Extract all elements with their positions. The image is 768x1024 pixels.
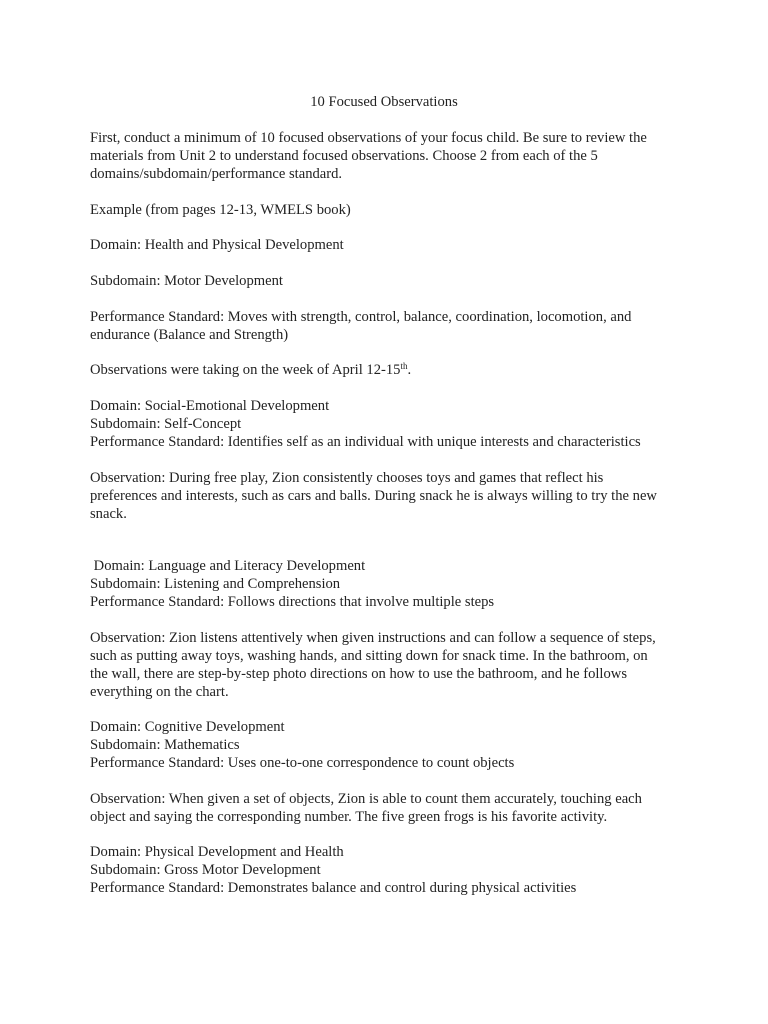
observation-week-text: Observations were taking on the week of April 12-15 — [90, 362, 401, 378]
block2-observation: Observation: Zion listens attentively when given instructions and can follow a sequence of steps, such as putting away toys, washing hands, and sitting down for snack time. In the bathroom, on the wall, there are step-by-step photo directions on how to use the bathroom, and he follows everything on the chart. — [90, 630, 656, 700]
block2-standard: Performance Standard: Follows directions that involve multiple steps — [90, 594, 495, 610]
block4-standard: Performance Standard: Demonstrates balance and control during physical activities — [90, 880, 577, 896]
intro-line: First, conduct a minimum of 10 focused observations of your focus child. Be sure to review the — [90, 130, 647, 146]
block1-observation: Observation: During free play, Zion consistently chooses toys and games that reflect his preferences and interests, such as cars and balls. During snack he is always willing to try the new snack. — [90, 470, 657, 522]
block4-domain: Domain: Physical Development and Health — [90, 844, 344, 860]
intro-line: materials from Unit 2 to understand focused observations. Choose 2 from each of the 5 — [90, 148, 598, 164]
block1-header — [90, 397, 690, 451]
block1-subdomain: Subdomain: Self-Concept — [90, 416, 242, 432]
block2-domain: Domain: Language and Literacy Development — [90, 558, 366, 574]
block1-domain: Domain: Social-Emotional Development — [90, 398, 330, 414]
document-title: 10 Focused Observations — [310, 94, 458, 110]
block4-header — [90, 843, 690, 897]
block3-standard: Performance Standard: Uses one-to-one correspondence to count objects — [90, 755, 515, 771]
observation-week — [90, 361, 690, 379]
block2-subdomain: Subdomain: Listening and Comprehension — [90, 576, 341, 592]
example-domain: Domain: Health and Physical Development — [90, 237, 344, 253]
example-standard: Performance Standard: Moves with strength, control, balance, coordination, locomotion, and endurance (Balance and Strength) — [90, 309, 632, 343]
block1-standard: Performance Standard: Identifies self as an individual with unique interests and characteristics — [90, 434, 641, 450]
block3-subdomain: Subdomain: Mathematics — [90, 737, 240, 753]
block2-header — [90, 557, 690, 611]
observation-week-suffix: . — [407, 362, 412, 378]
observation-week-sup: th — [400, 361, 408, 371]
block4-subdomain: Subdomain: Gross Motor Development — [90, 862, 321, 878]
block3-observation: Observation: When given a set of objects, Zion is able to count them accurately, touching each object and saying the corresponding number. The five green frogs is his favorite activity. — [90, 791, 642, 825]
example-line: Example (from pages 12-13, WMELS book) — [90, 202, 351, 218]
intro-paragraph — [90, 129, 690, 183]
example-subdomain: Subdomain: Motor Development — [90, 273, 283, 289]
block3-header — [90, 718, 690, 772]
intro-line: domains/subdomain/performance standard. — [90, 166, 343, 182]
block3-domain: Domain: Cognitive Development — [90, 719, 285, 735]
